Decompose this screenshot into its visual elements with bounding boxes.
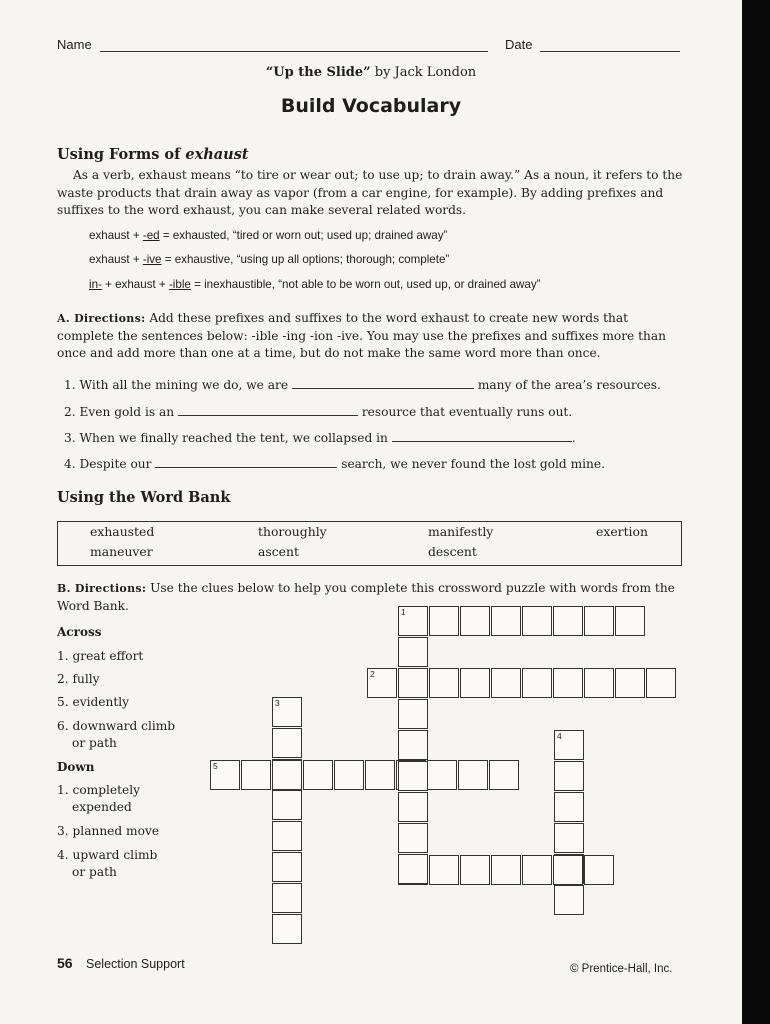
crossword-cell[interactable]	[241, 760, 271, 790]
story-author: by Jack London	[370, 65, 477, 80]
crossword-cell[interactable]	[398, 792, 428, 822]
word-bank-word: descent	[428, 544, 477, 559]
crossword-cell[interactable]	[398, 668, 428, 698]
scan-edge	[742, 0, 770, 1024]
directions-a	[57, 310, 685, 363]
word-bank-word: maneuver	[90, 544, 153, 559]
directions-b-label: B. Directions:	[57, 582, 147, 595]
form-text: exhaust +	[89, 229, 143, 242]
crossword-cell[interactable]	[584, 668, 614, 698]
question-2	[64, 403, 572, 419]
question-text: With all the mining we do, we are	[79, 378, 289, 392]
crossword-cell[interactable]	[272, 760, 302, 790]
form-line-3	[89, 278, 541, 291]
question-text: resource that eventually runs out.	[361, 405, 573, 419]
form-text: = exhausted, “tired or worn out; used up; drained away”	[159, 229, 448, 242]
section-heading-word: exhaust	[185, 146, 249, 163]
crossword-clue-number: 1	[401, 607, 406, 617]
crossword-cell[interactable]	[398, 699, 428, 729]
section-heading-wordbank: Using the Word Bank	[57, 489, 231, 506]
clue-across: 6. downward climb	[57, 719, 176, 733]
crossword-cell[interactable]	[522, 606, 552, 636]
form-line-2	[89, 253, 449, 266]
crossword-cell[interactable]	[554, 885, 584, 915]
page-number: 56	[57, 955, 73, 971]
form-text: + exhaust +	[101, 278, 169, 291]
crossword-cell[interactable]	[429, 606, 459, 636]
word-bank-word: ascent	[258, 544, 299, 559]
prefix-in: in-	[89, 278, 102, 291]
down-heading: Down	[57, 760, 95, 774]
crossword-cell[interactable]	[584, 855, 614, 885]
answer-blank-1[interactable]	[292, 376, 474, 389]
question-3	[64, 429, 576, 445]
clue-across: 2. fully	[57, 672, 100, 686]
question-number: 2.	[64, 405, 76, 419]
word-bank-word: thoroughly	[258, 524, 327, 539]
crossword-cell[interactable]	[429, 855, 459, 885]
date-field[interactable]	[540, 51, 680, 52]
crossword-cell[interactable]	[398, 761, 428, 791]
across-heading: Across	[57, 625, 102, 639]
footer-section: Selection Support	[86, 957, 185, 971]
crossword-cell[interactable]	[522, 668, 552, 698]
word-bank-box	[57, 521, 682, 566]
crossword-cell[interactable]	[458, 760, 488, 790]
crossword-cell[interactable]	[553, 668, 583, 698]
crossword-cell[interactable]	[427, 760, 457, 790]
answer-blank-4[interactable]	[155, 455, 337, 468]
date-label: Date	[505, 37, 533, 52]
affix-ive: -ive	[142, 253, 162, 266]
form-text: = exhaustive, “using up all options; thorough; complete”	[161, 253, 450, 266]
question-text: Even gold is an	[79, 405, 175, 419]
question-text: .	[571, 431, 576, 445]
form-line-1	[89, 229, 447, 242]
crossword-cell[interactable]	[334, 760, 364, 790]
word-bank-word: exertion	[596, 524, 648, 539]
crossword-cell[interactable]	[398, 606, 428, 636]
section-heading-prefix: Using Forms of	[57, 146, 186, 163]
crossword-cell[interactable]	[460, 606, 490, 636]
crossword-cell[interactable]	[554, 761, 584, 791]
crossword-cell[interactable]	[210, 760, 240, 790]
question-text: When we finally reached the tent, we collapsed in	[79, 431, 388, 445]
story-title: “Up the Slide”	[265, 65, 371, 80]
clue-down-continued: or path	[72, 865, 117, 879]
page-title: Build Vocabulary	[280, 95, 462, 117]
name-field[interactable]	[100, 51, 488, 52]
directions-a-text: Add these prefixes and suffixes to the word exhaust to create new words that complete the sentences below: -ible -ing -ion -ive. You may use the prefixes and suffixes more than once and add more than one at a time, but do not make the same word more than once.	[57, 311, 667, 360]
crossword-cell[interactable]	[553, 606, 583, 636]
question-number: 1.	[64, 378, 76, 392]
crossword-cell[interactable]	[398, 854, 428, 884]
word-bank-word: exhausted	[90, 524, 155, 539]
crossword-cell[interactable]	[460, 855, 490, 885]
crossword-cell[interactable]	[429, 668, 459, 698]
clue-down-continued: expended	[72, 800, 132, 814]
question-4	[64, 455, 605, 471]
clue-across-continued: or path	[72, 736, 117, 750]
crossword-cell[interactable]	[553, 855, 583, 885]
crossword-cell[interactable]	[272, 852, 302, 882]
intro-paragraph: As a verb, exhaust means “to tire or wear out; to use up; to drain away.” As a noun, it refers to the waste products that drain away as vapor (from a car engine, for example). By adding prefixes and suffixes to the word exhaust, you can make several related words.	[57, 168, 683, 217]
crossword-cell[interactable]	[365, 760, 395, 790]
answer-blank-2[interactable]	[178, 403, 358, 416]
affix-ible: -ible	[168, 278, 191, 291]
question-number: 3.	[64, 431, 76, 445]
question-number: 4.	[64, 457, 76, 471]
crossword-cell[interactable]	[272, 914, 302, 944]
crossword-cell[interactable]	[554, 823, 584, 853]
clue-down: 3. planned move	[57, 824, 160, 838]
crossword-cell[interactable]	[615, 606, 645, 636]
clue-down: 1. completely	[57, 783, 141, 797]
crossword-cell[interactable]	[398, 730, 428, 760]
crossword-cell[interactable]	[584, 606, 614, 636]
question-text: Despite our	[79, 457, 152, 471]
crossword-cell[interactable]	[522, 855, 552, 885]
crossword-cell[interactable]	[489, 760, 519, 790]
clue-across: 1. great effort	[57, 649, 144, 663]
question-1	[64, 376, 661, 392]
directions-a-label: A. Directions:	[57, 312, 146, 325]
story-line	[0, 65, 742, 80]
crossword-cell[interactable]	[554, 730, 584, 760]
question-text: many of the area’s resources.	[477, 378, 661, 392]
crossword-cell[interactable]	[398, 637, 428, 667]
form-text: = inexhaustible, “not able to be worn out, used up, or drained away”	[190, 278, 541, 291]
crossword-cell[interactable]	[491, 855, 521, 885]
crossword-cell[interactable]	[398, 823, 428, 853]
name-label: Name	[57, 37, 92, 52]
directions-b-text: Use the clues below to help you complete this crossword puzzle with words from the Word Bank.	[57, 581, 675, 613]
crossword-clue-number: 3	[275, 698, 280, 708]
crossword-cell[interactable]	[367, 668, 397, 698]
crossword-cell[interactable]	[272, 728, 302, 758]
form-text: exhaust +	[89, 253, 143, 266]
crossword-clue-number: 5	[213, 761, 218, 771]
crossword-cell[interactable]	[491, 606, 521, 636]
crossword-cell[interactable]	[615, 668, 645, 698]
crossword-cell[interactable]	[460, 668, 490, 698]
crossword-cell[interactable]	[554, 792, 584, 822]
question-text: search, we never found the lost gold mine.	[341, 457, 605, 471]
crossword-cell[interactable]	[272, 821, 302, 851]
crossword-cell[interactable]	[272, 697, 302, 727]
answer-blank-3[interactable]	[392, 429, 572, 442]
clue-down: 4. upward climb	[57, 848, 158, 862]
crossword-cell[interactable]	[272, 883, 302, 913]
section-heading-forms	[57, 146, 249, 163]
crossword-cell[interactable]	[303, 760, 333, 790]
crossword-cell[interactable]	[272, 790, 302, 820]
crossword-clue-number: 2	[370, 669, 375, 679]
crossword-cell[interactable]	[491, 668, 521, 698]
copyright: © Prentice-Hall, Inc.	[570, 963, 673, 975]
crossword-cell[interactable]	[646, 668, 676, 698]
affix-ed: -ed	[142, 229, 160, 242]
word-bank-word: manifestly	[428, 524, 494, 539]
clue-across: 5. evidently	[57, 695, 130, 709]
crossword-clue-number: 4	[557, 731, 562, 741]
